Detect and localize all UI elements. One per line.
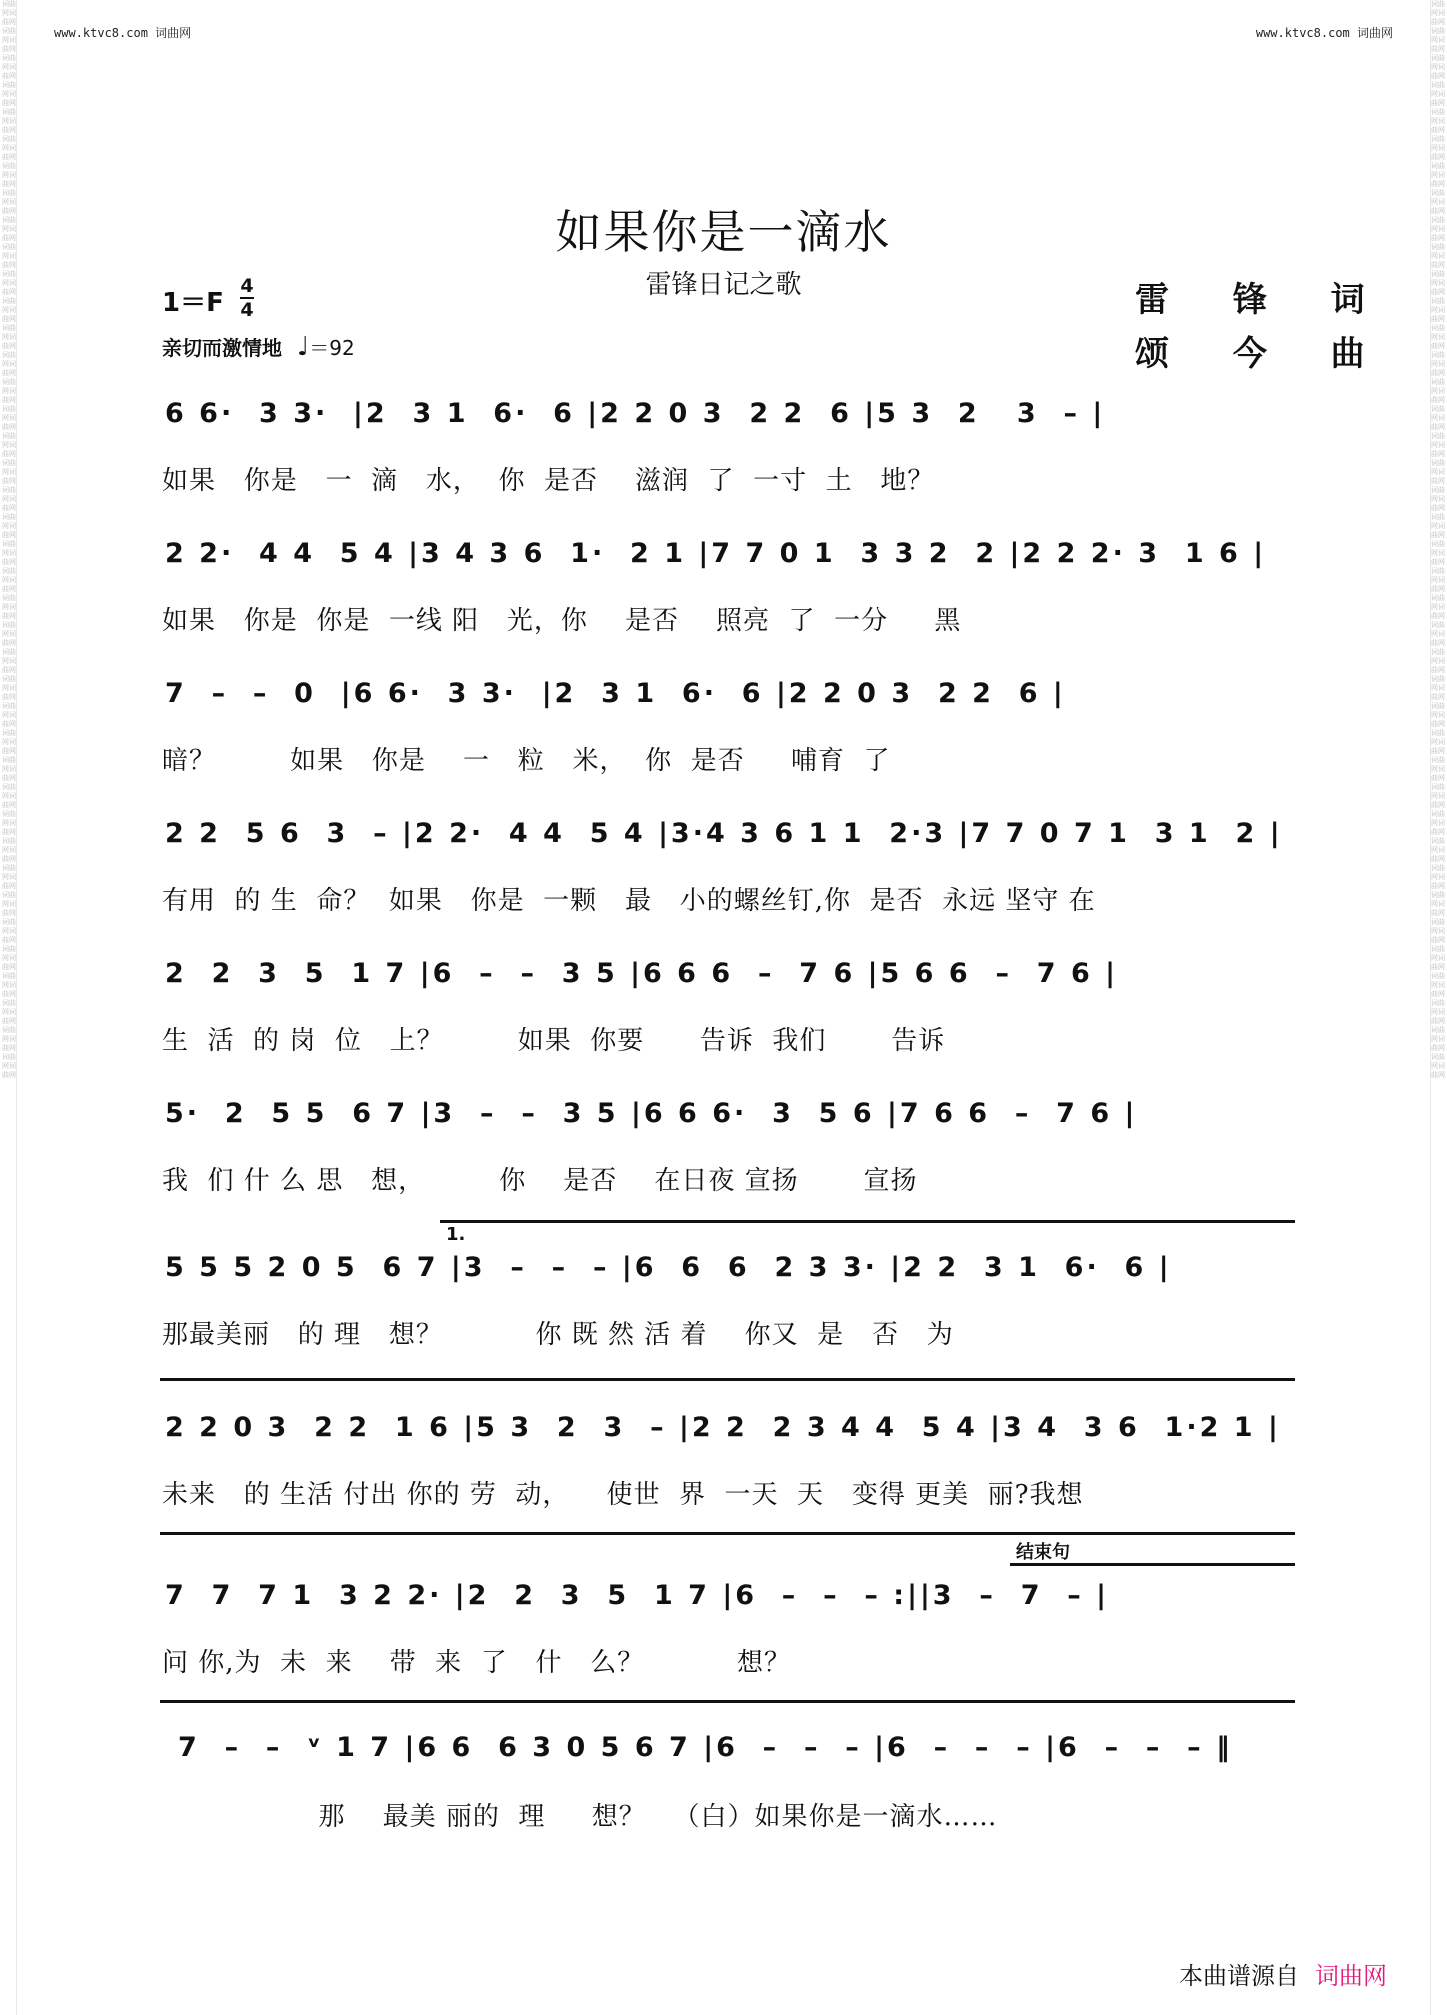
- lyrics-line-10: 那 最美 丽的 理 想？ （白）如果你是一滴水……: [300, 1802, 998, 1832]
- notes-line-6: 5· 2 5 5 6 7 |3 – – 3 5 |6 6 6· 3 5 6 |7 6 6 – 7 6 |: [165, 1098, 1138, 1129]
- song-title: 如果你是一滴水: [555, 205, 892, 259]
- song-subtitle: 雷锋日记之歌: [645, 270, 802, 300]
- notes-line-7: 5 5 5 2 0 5 6 7 |3 – – – |6 6 6 2 3 3· |2 2 3 1 6· 6 |: [165, 1252, 1172, 1283]
- notes-line-8: 2 2 0 3 2 2 1 6 |5 3 2 3 – |2 2 2 3 4 4 5 4 |3 4 3 6 1·2 1 |: [165, 1412, 1281, 1443]
- notes-line-2: 2 2· 4 4 5 4 |3 4 3 6 1· 2 1 |7 7 0 1 3 3 2 2 |2 2 2· 3 1 6 |: [165, 538, 1267, 569]
- watermark-left: 词曲网词曲网词曲网词曲网词曲网词曲网词曲网词曲网词曲网词曲网词曲网词曲网词曲网词曲网词曲网词曲网词曲网词曲网词曲网词曲网词曲网词曲网词曲网词曲网词曲网词曲网词曲网词曲网词曲网词曲网词曲网词曲网词曲网词曲网词曲网词曲网词曲网词曲网词曲网词曲网词曲网词曲网词曲网词曲网词曲网词曲网词曲网词曲网词曲网词曲网词曲网词曲网词曲网词曲网词曲网词曲网词曲网词曲网词曲网词曲网词曲网词曲网词曲网词曲网词曲网词曲网词曲网词曲网词曲网词曲网词曲网词曲网词曲网词曲网词曲网词曲网词曲网词曲网词曲网词曲网: [2, 0, 17, 2015]
- notes-line-9: 7 7 7 1 3 2 2· |2 2 3 5 1 7 |6 – – – :||3 – 7 – |: [165, 1580, 1110, 1611]
- source-label: 本曲谱源自: [1179, 1962, 1299, 1990]
- section-divider-2: [160, 1532, 1295, 1535]
- notes-line-1: 6 6· 3 3· |2 3 1 6· 6 |2 2 0 3 2 2 6 |5 3 2 3 – |: [165, 398, 1106, 429]
- quarter-note-icon: ♩: [296, 332, 310, 362]
- watermark-right: 词曲网词曲网词曲网词曲网词曲网词曲网词曲网词曲网词曲网词曲网词曲网词曲网词曲网词曲网词曲网词曲网词曲网词曲网词曲网词曲网词曲网词曲网词曲网词曲网词曲网词曲网词曲网词曲网词曲网词曲网词曲网词曲网词曲网词曲网词曲网词曲网词曲网词曲网词曲网词曲网词曲网词曲网词曲网词曲网词曲网词曲网词曲网词曲网词曲网词曲网词曲网词曲网词曲网词曲网词曲网词曲网词曲网词曲网词曲网词曲网词曲网词曲网词曲网词曲网词曲网词曲网词曲网词曲网词曲网词曲网词曲网词曲网词曲网词曲网词曲网词曲网词曲网词曲网词曲网词曲网: [1430, 0, 1445, 2015]
- lyrics-line-2: 如果 你是 你是 一线 阳 光，你 是否 照亮 了 一分 黑: [162, 606, 962, 636]
- lyrics-line-8: 未来 的 生活 付出 你的 劳 动， 使世 界 一天 天 变得 更美 丽?我想: [162, 1480, 1084, 1510]
- lyrics-line-1: 如果 你是 一 滴 水， 你 是否 滋润 了 一寸 土 地？: [162, 466, 935, 496]
- site-header-right: www.ktvc8.com 词曲网: [1255, 26, 1393, 40]
- brand-link[interactable]: 词曲网: [1315, 1962, 1387, 1990]
- lyricist-credit: 雷 锋 词: [1135, 280, 1391, 320]
- notes-line-5: 2 2 3 5 1 7 |6 – – 3 5 |6 6 6 – 7 6 |5 6 6 – 7 6 |: [165, 958, 1118, 989]
- key-signature: 1＝F: [162, 288, 224, 318]
- tempo-bpm: ＝92: [309, 336, 355, 360]
- lyrics-line-4: 有用 的 生 命？ 如果 你是 一颗 最 小的螺丝钉,你 是否 永远 坚守 在: [162, 886, 1096, 916]
- notes-line-4: 2 2 5 6 3 – |2 2· 4 4 5 4 |3·4 3 6 1 1 2·3 |7 7 0 7 1 3 1 2 |: [165, 818, 1283, 849]
- volta-bracket: [440, 1220, 1295, 1223]
- lyrics-line-3: 暗？ 如果 你是 一 粒 米， 你 是否 哺育 了: [162, 746, 891, 776]
- ending-label: 结束句: [1016, 1542, 1070, 1563]
- tempo-expression: 亲切而激情地: [162, 336, 282, 360]
- lyrics-line-7: 那最美丽 的 理 想？ 你 既 然 活 着 你又 是 否 为: [162, 1320, 954, 1350]
- lyrics-line-9: 问 你,为 未 来 带 来 了 什 么？ 想？: [162, 1648, 791, 1678]
- section-divider-3: [160, 1700, 1295, 1703]
- time-signature-bottom: 4: [240, 299, 254, 321]
- lyrics-line-5: 生 活 的 岗 位 上？ 如果 你要 告诉 我们 告诉: [162, 1026, 946, 1056]
- volta-label: 1.: [446, 1224, 466, 1245]
- source-footer: [1179, 1956, 1387, 1991]
- section-divider-1: [160, 1378, 1295, 1381]
- notes-line-10: 7 – – ᵛ 1 7 |6 6 6 3 0 5 6 7 |6 – – – |6 – – – |6 – – – ‖: [178, 1732, 1233, 1763]
- time-signature: [240, 276, 254, 320]
- time-signature-top: 4: [240, 275, 254, 297]
- notes-line-3: 7 – – 0 |6 6· 3 3· |2 3 1 6· 6 |2 2 0 3 2 2 6 |: [165, 678, 1066, 709]
- tempo-marking: [162, 332, 355, 362]
- lyrics-line-6: 我 们 什 么 思 想， 你 是否 在日夜 宣扬 宣扬: [162, 1166, 918, 1196]
- composer-credit: 颂 今 曲: [1135, 334, 1391, 374]
- site-header-left: www.ktvc8.com 词曲网: [54, 26, 192, 40]
